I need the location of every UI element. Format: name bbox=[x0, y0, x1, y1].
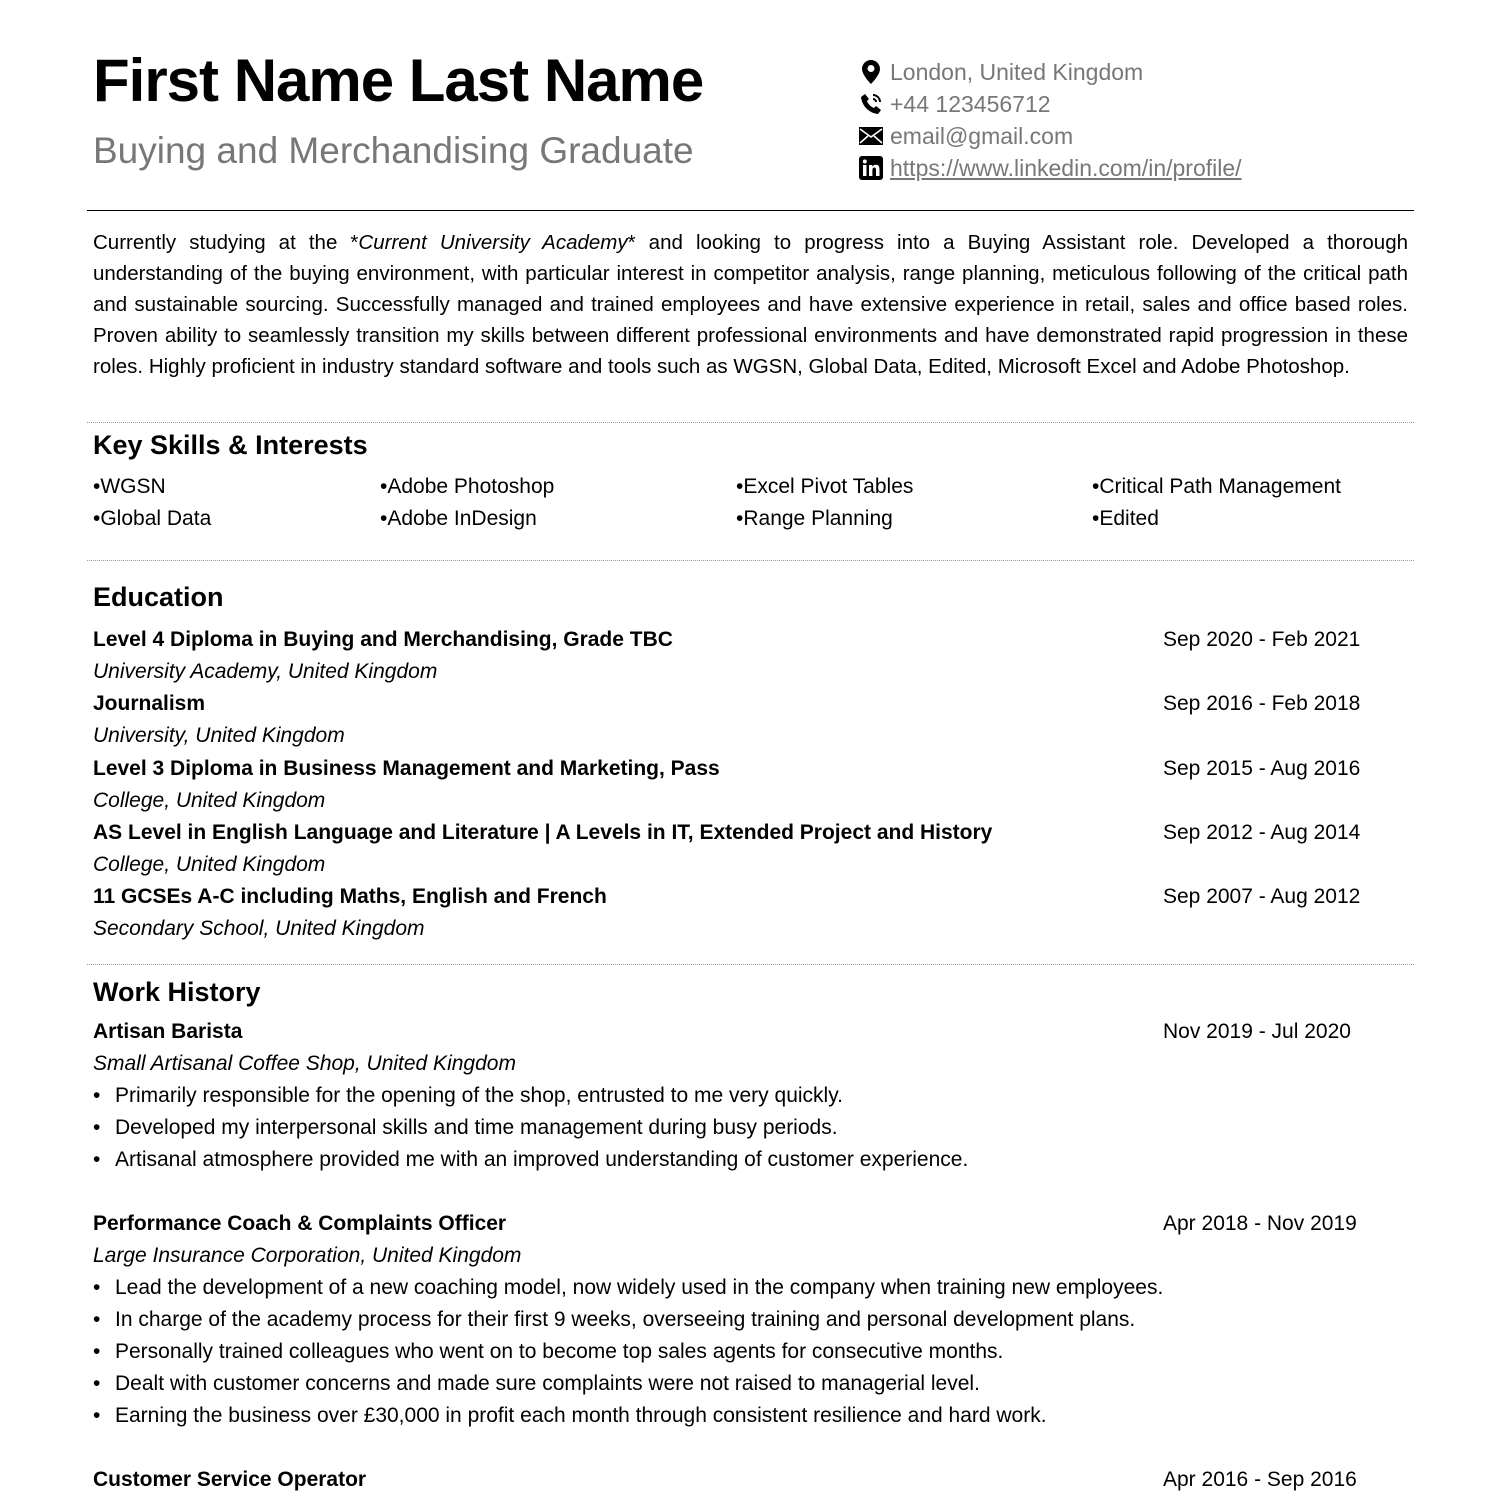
summary-text: Currently studying at the * bbox=[93, 231, 359, 254]
skill-item: •Adobe InDesign bbox=[380, 507, 537, 530]
contact-email bbox=[858, 120, 1242, 152]
phone-icon bbox=[858, 91, 884, 117]
job-bullet bbox=[93, 1080, 843, 1112]
bullet-text: Lead the development of a new coaching model, now widely used in the company when training new employees. bbox=[115, 1276, 1164, 1299]
education-title bbox=[93, 817, 1383, 849]
envelope-icon bbox=[858, 123, 884, 149]
date-range: Sep 2007 - Aug 2012 bbox=[1163, 885, 1361, 909]
education-institution-text: College, United Kingdom bbox=[93, 852, 326, 876]
phone-text: +44 123456712 bbox=[890, 90, 1051, 117]
bullet-text: Primarily responsible for the opening of the shop, entrusted to me very quickly. bbox=[115, 1084, 843, 1107]
education-institution bbox=[93, 656, 1383, 688]
contact-info bbox=[858, 56, 1242, 184]
education-title-text: Level 4 Diploma in Buying and Merchandising, Grade TBC bbox=[93, 628, 673, 651]
contact-phone bbox=[858, 88, 1242, 120]
bullet-icon: • bbox=[93, 1372, 101, 1395]
skills-heading: Key Skills & Interests bbox=[93, 430, 368, 460]
job-employer-text: Small Artisanal Coffee Shop, United Kingdom bbox=[93, 1052, 516, 1075]
bullet-icon: • bbox=[93, 1276, 101, 1299]
date-range: Nov 2019 - Jul 2020 bbox=[1163, 1020, 1351, 1043]
date-range: Apr 2016 - Sep 2016 bbox=[1163, 1468, 1357, 1491]
skill-item: •Global Data bbox=[93, 507, 212, 530]
bullet-icon: • bbox=[93, 1116, 101, 1139]
education-institution bbox=[93, 720, 1383, 752]
skill-item: •Edited bbox=[1092, 507, 1159, 530]
bullet-icon: • bbox=[93, 1308, 101, 1331]
education-title-text: AS Level in English Language and Literature | A Levels in IT, Extended Project and History bbox=[93, 820, 993, 844]
job-title-text: Customer Service Operator bbox=[93, 1468, 367, 1491]
linkedin-icon bbox=[858, 155, 884, 181]
header-divider bbox=[87, 210, 1414, 211]
job-bullet bbox=[93, 1144, 968, 1176]
bullet-icon: • bbox=[93, 1340, 101, 1363]
job-employer bbox=[93, 1048, 1383, 1080]
education-title bbox=[93, 753, 1383, 785]
location-text: London, United Kingdom bbox=[890, 58, 1144, 85]
bullet-text: Artisanal atmosphere provided me with an improved understanding of customer experience. bbox=[115, 1148, 969, 1171]
summary-text-rest: * and looking to progress into a Buying Assistant role. Developed a thorough understanding of the buying environment, with particular interest in competitor analysis, range planning, meticulous following of the critical path and sustainable sourcing. Successfully managed and trained employees and have extensive experience in retail, sales and office based roles. Proven ability to seamlessly transition my skills between different professional environments and have demonstrated rapid progression in these roles. Highly proficient in industry standard software and tools such as WGSN, Global Data, Edited, Microsoft Excel and Adobe Photoshop. bbox=[93, 231, 1408, 378]
job-bullet bbox=[93, 1336, 1003, 1368]
education-title bbox=[93, 688, 1383, 720]
job-bullet bbox=[93, 1272, 1163, 1304]
date-range: Apr 2018 - Nov 2019 bbox=[1163, 1212, 1357, 1235]
education-title-text: 11 GCSEs A-C including Maths, English and French bbox=[93, 885, 607, 909]
education-title-text: Level 3 Diploma in Business Management and Marketing, Pass bbox=[93, 756, 720, 780]
job-bullet bbox=[93, 1304, 1135, 1336]
education-title-text: Journalism bbox=[93, 692, 206, 716]
job-title-text: Artisan Barista bbox=[93, 1020, 243, 1043]
job-employer bbox=[93, 1240, 1383, 1272]
education-institution bbox=[93, 913, 1383, 945]
candidate-name: First Name Last Name bbox=[93, 47, 704, 114]
bullet-text: Developed my interpersonal skills and time management during busy periods. bbox=[115, 1116, 838, 1139]
job-title bbox=[93, 1464, 1383, 1496]
job-bullet bbox=[93, 1400, 1047, 1432]
work-heading: Work History bbox=[93, 977, 261, 1007]
job-title-text: Performance Coach & Complaints Officer bbox=[93, 1212, 507, 1235]
education-title bbox=[93, 624, 1383, 656]
linkedin-link[interactable]: https://www.linkedin.com/in/profile/ bbox=[890, 154, 1242, 181]
skill-item: •Excel Pivot Tables bbox=[736, 475, 914, 498]
section-divider bbox=[87, 422, 1414, 423]
candidate-title: Buying and Merchandising Graduate bbox=[93, 130, 694, 171]
skill-item: •WGSN bbox=[93, 475, 166, 498]
section-divider bbox=[87, 560, 1414, 561]
bullet-icon: • bbox=[93, 1404, 101, 1427]
bullet-text: In charge of the academy process for their first 9 weeks, overseeing training and personal development plans. bbox=[115, 1308, 1136, 1331]
education-institution-text: Secondary School, United Kingdom bbox=[93, 917, 425, 941]
summary-university: Current University Academy bbox=[358, 231, 628, 254]
skill-item: •Adobe Photoshop bbox=[380, 475, 555, 498]
contact-location bbox=[858, 56, 1242, 88]
education-institution-text: College, United Kingdom bbox=[93, 788, 326, 812]
date-range: Sep 2012 - Aug 2014 bbox=[1163, 820, 1361, 844]
date-range: Sep 2020 - Feb 2021 bbox=[1163, 628, 1361, 651]
education-institution-text: University, United Kingdom bbox=[93, 724, 345, 748]
bullet-icon: • bbox=[93, 1084, 101, 1107]
education-institution bbox=[93, 785, 1383, 817]
date-range: Sep 2015 - Aug 2016 bbox=[1163, 756, 1361, 780]
skill-item: •Critical Path Management bbox=[1092, 475, 1341, 498]
education-institution bbox=[93, 849, 1383, 881]
job-bullet bbox=[93, 1368, 980, 1400]
education-institution-text: University Academy, United Kingdom bbox=[93, 660, 438, 683]
map-pin-icon bbox=[858, 59, 884, 85]
education-heading: Education bbox=[93, 582, 224, 612]
job-bullet bbox=[93, 1112, 838, 1144]
date-range: Sep 2016 - Feb 2018 bbox=[1163, 692, 1361, 716]
profile-summary bbox=[93, 227, 1408, 382]
job-title bbox=[93, 1016, 1383, 1048]
education-title bbox=[93, 881, 1383, 913]
job-employer-text: Large Insurance Corporation, United Kingdom bbox=[93, 1244, 522, 1267]
bullet-text: Personally trained colleagues who went on to become top sales agents for consecutive months. bbox=[115, 1340, 1004, 1363]
bullet-text: Dealt with customer concerns and made sure complaints were not raised to managerial level. bbox=[115, 1372, 980, 1395]
email-text: email@gmail.com bbox=[890, 122, 1074, 149]
section-divider bbox=[87, 964, 1414, 965]
skill-item: •Range Planning bbox=[736, 507, 893, 530]
bullet-text: Earning the business over £30,000 in profit each month through consistent resilience and hard work. bbox=[115, 1404, 1047, 1427]
contact-linkedin bbox=[858, 152, 1242, 184]
job-title bbox=[93, 1208, 1383, 1240]
bullet-icon: • bbox=[93, 1148, 101, 1171]
